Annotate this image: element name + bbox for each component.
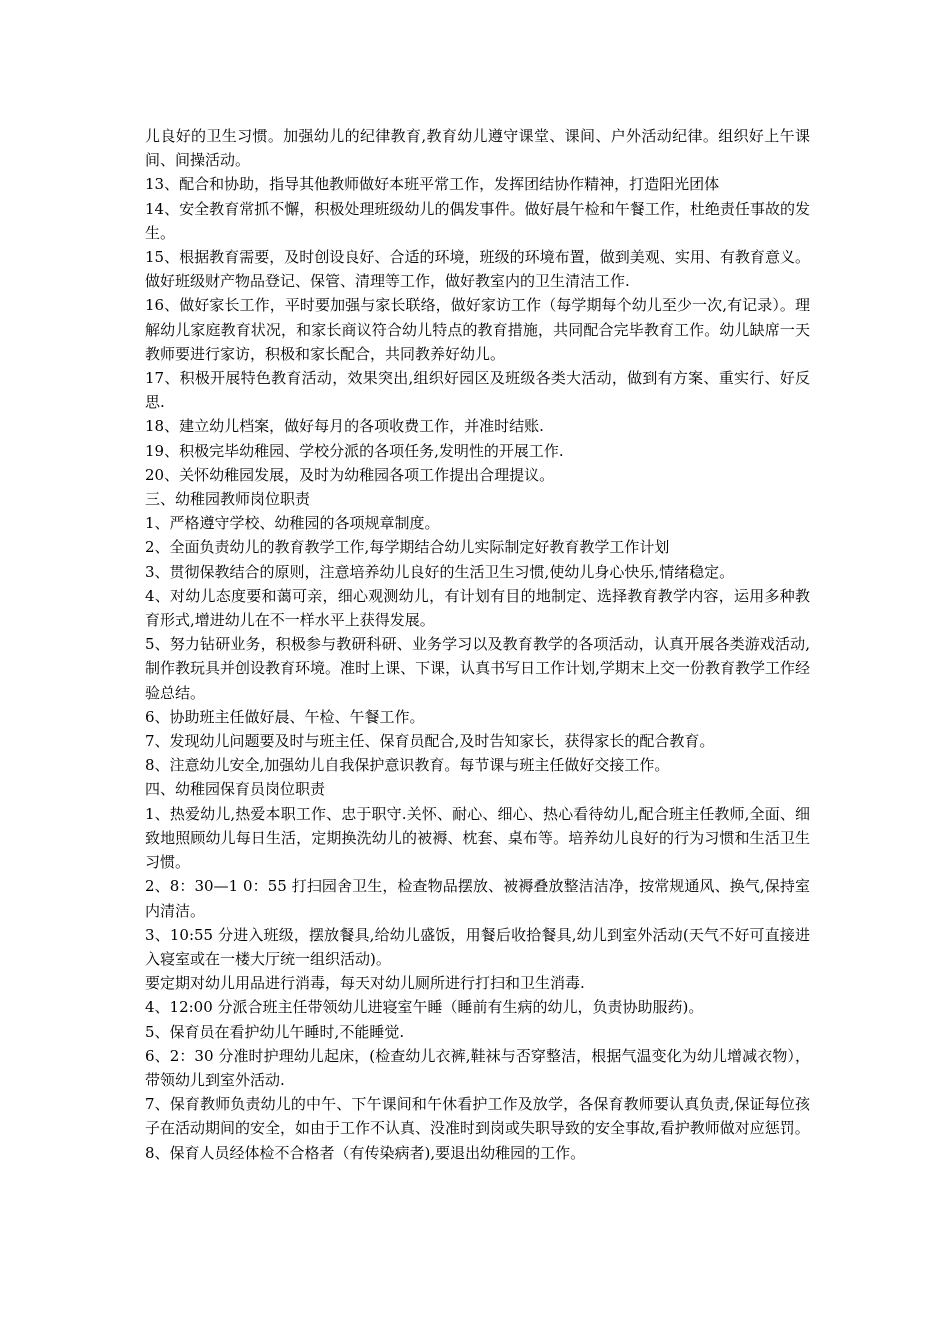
paragraph: 1、严格遵守学校、幼稚园的各项规章制度。	[145, 514, 440, 533]
section-heading: 四、幼稚园保育员岗位职责	[145, 780, 326, 799]
paragraph: 要定期对幼儿用品进行消毒，每天对幼儿厕所进行打扫和卫生消毒.	[145, 974, 585, 993]
paragraph: 4、对幼儿态度要和蔼可亲，细心观测幼儿，有计划有目的地制定、选择教育教学内容，运用多种教育形式,增进幼儿在不一样水平上获得发展。	[145, 586, 810, 630]
paragraph: 6、2：30 分准时护理幼儿起床，(检查幼儿衣裤,鞋袜与否穿整洁，根据气温变化为幼儿增减衣物），带领幼儿到室外活动.	[145, 1046, 810, 1089]
paragraph: 2、8：30—1 0：55 打扫园舍卫生，检查物品摆放、被褥叠放整洁洁净，按常规通风、换气,保持室内清洁。	[145, 877, 810, 920]
paragraph: 14、安全教育常抓不懈，积极处理班级幼儿的偶发事件。做好晨午检和午餐工作，杜绝责任事故的发生。	[145, 199, 810, 242]
paragraph: 17、积极开展特色教育活动，效果突出,组织好园区及班级各类大活动，做到有方案、重实行、好反思.	[145, 369, 810, 412]
paragraph: 6、协助班主任做好晨、午检、午餐工作。	[145, 707, 425, 726]
paragraph: 3、10:55 分进入班级，摆放餐具,给幼儿盛饭，用餐后收拾餐具,幼儿到室外活动(天气不好可直接进入寝室或在一楼大厅统一组织活动)。	[145, 925, 810, 968]
paragraph: 儿良好的卫生习惯。加强幼儿的纪律教育,教育幼儿遵守课堂、课间、户外活动纪律。组织好上午课间、间操活动。	[145, 127, 810, 170]
paragraph: 8、注意幼儿安全,加强幼儿自我保护意识教育。每节课与班主任做好交接工作。	[145, 756, 670, 775]
paragraph: 5、努力钻研业务，积极参与教研科研、业务学习以及教育教学的各项活动，认真开展各类游戏活动,制作教玩具并创设教育环境。准时上课、下课，认真书写日工作计划,学期末上交一份教育教学工作经验总结。	[145, 635, 810, 702]
paragraph: 3、贯彻保教结合的原则，注意培养幼儿良好的生活卫生习惯,使幼儿身心快乐,情绪稳定。	[145, 562, 735, 581]
document-body	[145, 124, 810, 1165]
paragraph: 2、全面负责幼儿的教育教学工作,每学期结合幼儿实际制定好教育教学工作计划	[145, 538, 670, 557]
paragraph: 13、配合和协助，指导其他教师做好本班平常工作，发挥团结协作精神，打造阳光团体	[145, 175, 720, 194]
section-heading: 三、幼稚园教师岗位职责	[145, 490, 311, 509]
paragraph: 20、关怀幼稚园发展，及时为幼稚园各项工作提出合理提议。	[145, 465, 555, 484]
paragraph: 7、保育教师负责幼儿的中午、下午课间和午休看护工作及放学，各保育教师要认真负责,保证每位孩子在活动期间的安全，如由于工作不认真、没准时到岗或失职导致的安全事故,看护教师做对应惩罚。	[145, 1095, 810, 1138]
paragraph: 8、保育人员经体检不合格者（有传染病者),要退出幼稚园的工作。	[145, 1143, 586, 1162]
paragraph: 1、热爱幼儿,热爱本职工作、忠于职守.关怀、耐心、细心、热心看待幼儿,配合班主任教师,全面、细致地照顾幼儿每日生活，定期换洗幼儿的被褥、枕套、桌布等。培养幼儿良好的行为习惯和生活卫生习惯。	[145, 804, 810, 872]
paragraph: 7、发现幼儿问题要及时与班主任、保育员配合,及时告知家长，获得家长的配合教育。	[145, 732, 715, 751]
paragraph: 5、保育员在看护幼儿午睡时,不能睡觉.	[145, 1022, 405, 1041]
paragraph: 16、做好家长工作，平时要加强与家长联络，做好家访工作（每学期每个幼儿至少一次,有记录）。理解幼儿家庭教育状况，和家长商议符合幼儿特点的教育措施，共同配合完毕教育工作。幼儿缺席一天教师要进行家访，积极和家长配合，共同教养好幼儿。	[145, 296, 810, 363]
paragraph: 4、12:00 分派合班主任带领幼儿进寝室午睡（睡前有生病的幼儿，负责协助服药)。	[145, 998, 704, 1017]
paragraph: 18、建立幼儿档案，做好每月的各项收费工作，并准时结账.	[145, 417, 544, 436]
paragraph: 19、积极完毕幼稚园、学校分派的各项任务,发明性的开展工作.	[145, 441, 564, 460]
paragraph: 15、根据教育需要，及时创设良好、合适的环境，班级的环境布置，做到美观、实用、有教育意义。做好班级财产物品登记、保管、清理等工作，做好教室内的卫生清洁工作.	[145, 248, 810, 291]
